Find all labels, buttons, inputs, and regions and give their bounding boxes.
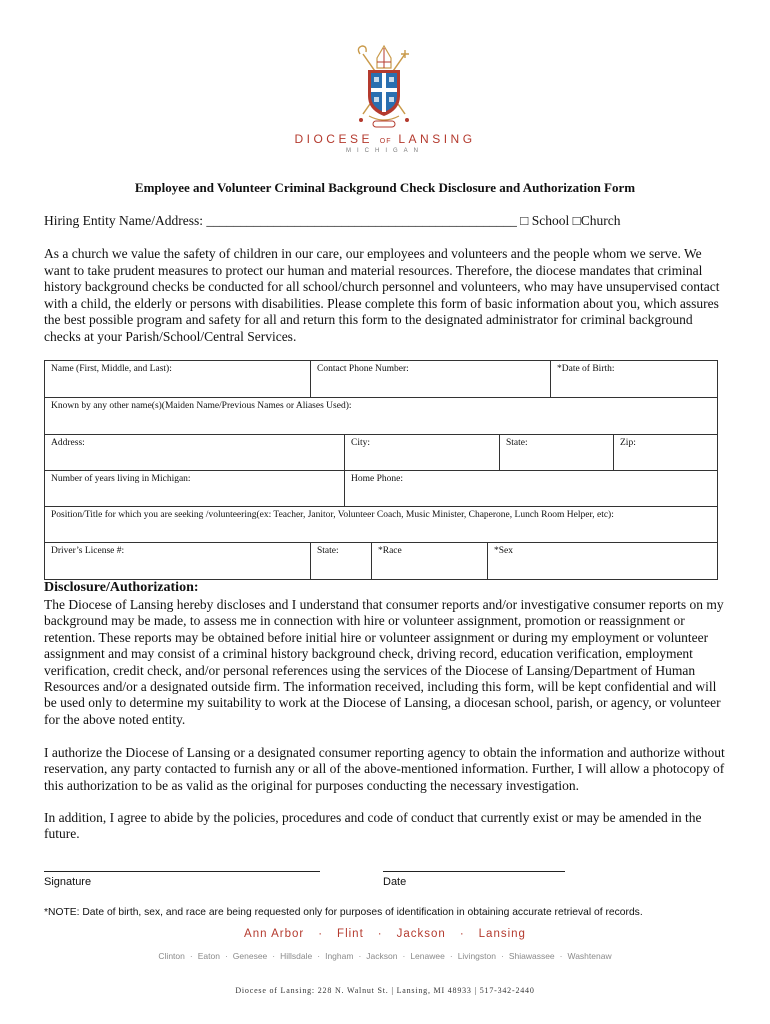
contact-phone-field[interactable] bbox=[310, 360, 551, 398]
signature-label: Signature bbox=[44, 876, 92, 888]
address-label: Address: bbox=[51, 438, 85, 448]
county-item: Eaton bbox=[197, 951, 220, 961]
hiring-entity-line bbox=[44, 213, 726, 229]
sex-field[interactable] bbox=[487, 542, 718, 580]
county-separator: · bbox=[189, 951, 193, 961]
authorization-paragraph: I authorize the Diocese of Lansing or a designated consumer reporting agency to obtain the information and authorize without reservation, any party contacted to furnish any or all of the above-mentioned information. Further, I will allow a photocopy of this authorization to be as valid as the original for purposes conducting the necessary investigation. bbox=[44, 745, 725, 793]
org-name-left: DIOCESE bbox=[294, 132, 373, 146]
county-item: Hillsdale bbox=[280, 951, 313, 961]
diocese-crest-logo bbox=[351, 44, 417, 134]
org-name-of: OF bbox=[379, 138, 392, 145]
county-separator: · bbox=[358, 951, 362, 961]
county-item: Ingham bbox=[325, 951, 354, 961]
contact-phone-label: Contact Phone Number: bbox=[317, 364, 409, 374]
date-label: Date bbox=[383, 876, 407, 888]
city-item: Ann Arbor bbox=[244, 928, 305, 940]
city-separator: · bbox=[459, 928, 465, 940]
abide-paragraph: In addition, I agree to abide by the policies, procedures and code of conduct that currently exist or may be amended in the future. bbox=[44, 810, 702, 842]
drivers-license-field[interactable] bbox=[44, 542, 311, 580]
city-item: Lansing bbox=[478, 928, 526, 940]
state-field[interactable] bbox=[499, 434, 614, 471]
years-michigan-field[interactable] bbox=[44, 470, 345, 507]
counties-list bbox=[44, 951, 726, 961]
school-checkbox[interactable]: □ School bbox=[520, 213, 570, 228]
county-item: Shiawassee bbox=[508, 951, 555, 961]
disclosure-heading: Disclosure/Authorization: bbox=[44, 580, 199, 595]
org-name-right: LANSING bbox=[398, 132, 476, 146]
county-item: Clinton bbox=[158, 951, 185, 961]
state-label: State: bbox=[506, 438, 528, 448]
county-separator: · bbox=[272, 951, 276, 961]
drivers-license-label: Driver’s License #: bbox=[51, 546, 125, 556]
church-checkbox[interactable]: □Church bbox=[572, 213, 621, 228]
city-separator: · bbox=[377, 928, 383, 940]
date-of-birth-label: *Date of Birth: bbox=[557, 364, 615, 374]
city-separator: · bbox=[318, 928, 324, 940]
position-field[interactable] bbox=[44, 506, 718, 543]
signature-line[interactable] bbox=[44, 871, 320, 872]
county-item: Jackson bbox=[366, 951, 398, 961]
disclosure-paragraph: The Diocese of Lansing hereby discloses and I understand that consumer reports and/or investigative consumer reports on my background may be made, to assess me in connection with hire or volunteer assignment, promotion or reassignment or retention. These reports may be obtained before initial hire or volunteer assignment or during my employment or volunteer assignment and may consist of a criminal history background check, driving record, education verification, employment verification, credit check, and/or personal references using the services of the Diocese of Lansing/Department of Human Resources and/or a designated outside firm. The information received, including this form, will be kept confidential and will be used only to determine my suitability to work at the Diocese of Lansing, a diocesan school, parish, or agency, or volunteer for the above noted entity. bbox=[44, 597, 724, 727]
zip-field[interactable] bbox=[613, 434, 718, 471]
race-label: *Race bbox=[378, 546, 402, 556]
years-michigan-label: Number of years living in Michigan: bbox=[51, 474, 191, 484]
county-separator: · bbox=[449, 951, 453, 961]
other-names-label: Known by any other name(s)(Maiden Name/Previous Names or Aliases Used): bbox=[51, 401, 352, 411]
date-of-birth-field[interactable] bbox=[550, 360, 718, 398]
city-item: Flint bbox=[337, 928, 364, 940]
city-field[interactable] bbox=[344, 434, 500, 471]
position-label: Position/Title for which you are seeking /volunteering(ex: Teacher, Janitor, Volunteer Coach, Music Minister, Chaperone, Lunch Room Helper, etc): bbox=[51, 510, 614, 520]
zip-label: Zip: bbox=[620, 438, 636, 448]
date-line[interactable] bbox=[383, 871, 565, 872]
home-phone-field[interactable] bbox=[344, 470, 718, 507]
county-separator: · bbox=[559, 951, 563, 961]
dl-state-label: State: bbox=[317, 546, 339, 556]
org-name bbox=[270, 132, 500, 146]
county-item: Washtenaw bbox=[567, 951, 612, 961]
hiring-entity-label[interactable]: Hiring Entity Name/Address: ______________________________________________ bbox=[44, 213, 517, 228]
city-label: City: bbox=[351, 438, 371, 448]
county-separator: · bbox=[402, 951, 406, 961]
footer-address: Diocese of Lansing: 228 N. Walnut St. | Lansing, MI 48933 | 517-342-2440 bbox=[235, 986, 535, 995]
cities-list bbox=[44, 928, 726, 940]
address-field[interactable] bbox=[44, 434, 345, 471]
org-subtitle: MICHIGAN bbox=[346, 148, 424, 154]
county-item: Livingston bbox=[457, 951, 496, 961]
county-item: Lenawee bbox=[410, 951, 445, 961]
note-text: *NOTE: Date of birth, sex, and race are being requested only for purposes of identification in obtaining accurate retrieval of records. bbox=[44, 907, 643, 918]
sex-label: *Sex bbox=[494, 546, 513, 556]
race-field[interactable] bbox=[371, 542, 488, 580]
dl-state-field[interactable] bbox=[310, 542, 372, 580]
county-separator: · bbox=[500, 951, 504, 961]
city-item: Jackson bbox=[396, 928, 446, 940]
county-item: Genesee bbox=[232, 951, 268, 961]
home-phone-label: Home Phone: bbox=[351, 474, 403, 484]
other-names-field[interactable] bbox=[44, 397, 718, 435]
intro-paragraph: As a church we value the safety of children in our care, our employees and volunteers and the people whom we serve. We want to take prudent measures to protect our human and material resources. Therefore, the diocese mandates that criminal history background checks be conducted for all school/church personnel and volunteers, who may have unsupervised contact with a child, the elderly or persons with disabilities. Please complete this form of basic information about you, which assures the best possible program and safety for all and return this form to the designated administrator for criminal background checks at your Parish/School/Central Services. bbox=[44, 246, 720, 344]
name-field[interactable] bbox=[44, 360, 311, 398]
name-field-label: Name (First, Middle, and Last): bbox=[51, 364, 172, 374]
county-separator: · bbox=[317, 951, 321, 961]
form-title: Employee and Volunteer Criminal Background Check Disclosure and Authorization Form bbox=[134, 180, 636, 195]
county-separator: · bbox=[224, 951, 228, 961]
